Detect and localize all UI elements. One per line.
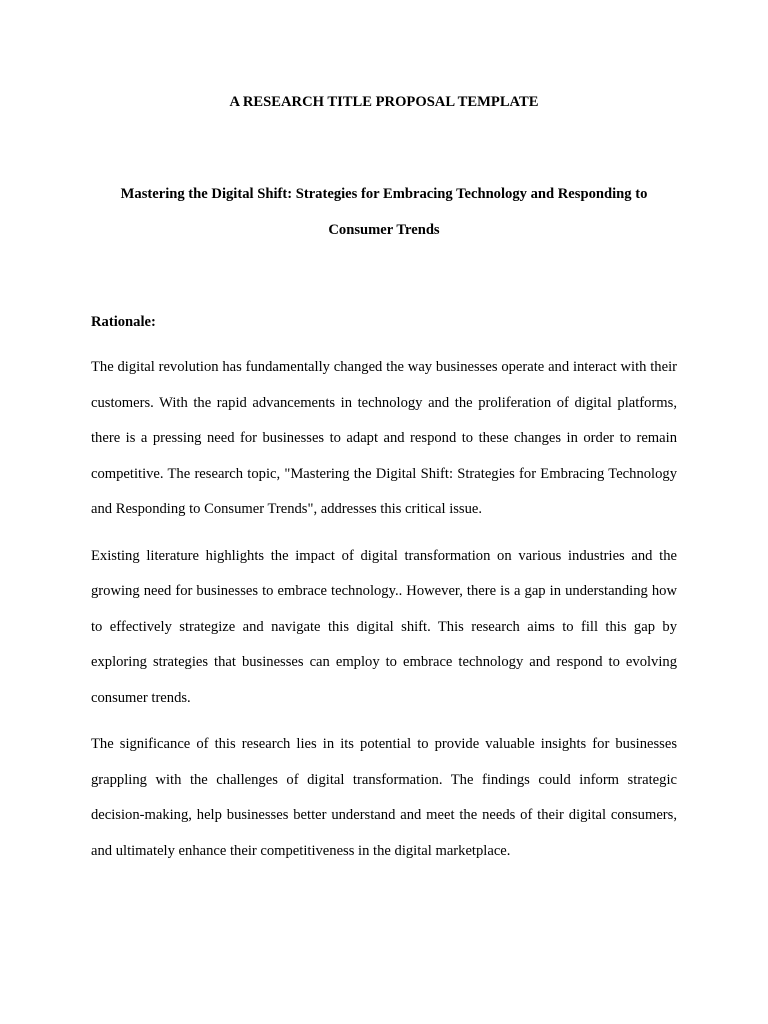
rationale-body xyxy=(91,350,677,880)
paragraph-1: The digital revolution has fundamentally changed the way businesses operate and interact with their customers. With the rapid advancements in technology and the proliferation of digital platforms, there is a pressing need for businesses to adapt and respond to these changes in order to remain competitive. The research topic, "Mastering the Digital Shift: Strategies for Embracing Technology and Responding to Consumer Trends", addresses this critical issue. xyxy=(91,359,677,517)
section-heading-rationale: Rationale: xyxy=(91,314,156,330)
research-title: Mastering the Digital Shift: Strategies for Embracing Technology and Responding to Consumer Trends xyxy=(120,186,648,238)
document-header-title: A RESEARCH TITLE PROPOSAL TEMPLATE xyxy=(229,94,539,110)
paragraph-3: The significance of this research lies in its potential to provide valuable insights for businesses grappling with the challenges of digital transformation. The findings could inform strategic decision-making, help businesses better understand and meet the needs of their digital consumers, and ultimately enhance their competitiveness in the digital marketplace. xyxy=(91,736,677,859)
paragraph-2: Existing literature highlights the impact of digital transformation on various industries and the growing need for businesses to embrace technology.. However, there is a gap in understanding how to effectively strategize and navigate this digital shift. This research aims to fill this gap by exploring strategies that businesses can employ to embrace technology and respond to evolving consumer trends. xyxy=(91,547,677,706)
